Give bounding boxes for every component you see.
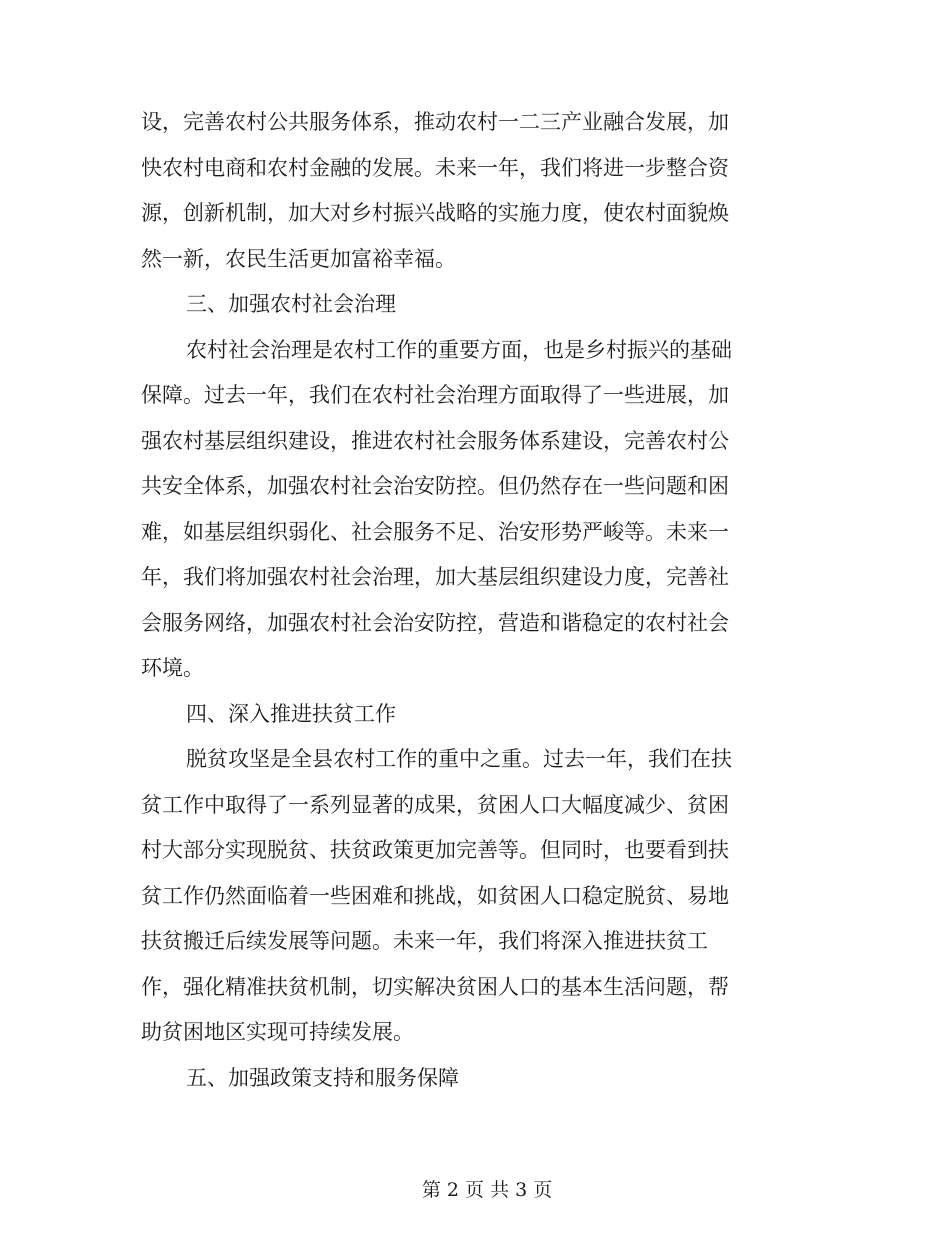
text-line: 助贫困地区实现可持续发展。 (141, 1020, 414, 1044)
paragraph-poverty-alleviation (141, 737, 813, 1056)
text-line: 会服务网络，加强农村社会治安防控，营造和谐稳定的农村社会 (141, 610, 729, 635)
page-footer (0, 1145, 950, 1235)
section-heading: 四、深入推进扶贫工作 (186, 701, 396, 726)
text-line: 源，创新机制，加大对乡村振兴战略的实施力度，使农村面貌焕 (141, 201, 729, 225)
section-heading-5 (141, 1056, 813, 1102)
paragraph-continuation (141, 100, 813, 282)
text-line: 村大部分实现脱贫、扶贫政策更加完善等。但同时，也要看到扶 (141, 838, 729, 862)
text-line: 年，我们将加强农村社会治理，加大基层组织建设力度，完善社 (141, 565, 729, 589)
text-line: 共安全体系，加强农村社会治安防控。但仍然存在一些问题和困 (141, 474, 729, 498)
text-line: 快农村电商和农村金融的发展。未来一年，我们将进一步整合资 (141, 155, 729, 180)
text-line: 然一新，农民生活更加富裕幸福。 (141, 246, 456, 271)
paragraph-social-governance (141, 328, 813, 692)
section-heading-3 (141, 282, 813, 328)
text-line: 贫工作中取得了一系列显著的成果，贫困人口大幅度减少、贫困 (141, 792, 729, 817)
text-line: 环境。 (141, 656, 204, 680)
document-body (141, 100, 813, 1101)
text-line: 脱贫攻坚是全县农村工作的重中之重。过去一年，我们在扶 (186, 747, 732, 771)
text-line: 贫工作仍然面临着一些困难和挑战，如贫困人口稳定脱贫、易地 (141, 883, 729, 908)
text-line: 作，强化精准扶贫机制，切实解决贫困人口的基本生活问题，帮 (141, 974, 729, 999)
text-line: 保障。过去一年，我们在农村社会治理方面取得了一些进展，加 (141, 383, 729, 407)
text-line: 农村社会治理是农村工作的重要方面，也是乡村振兴的基础 (186, 337, 732, 362)
section-heading: 三、加强农村社会治理 (186, 292, 396, 316)
page-number-label: 第 2 页 共 3 页 (421, 1179, 553, 1201)
text-line: 难，如基层组织弱化、社会服务不足、治安形势严峻等。未来一 (141, 519, 729, 544)
text-line: 扶贫搬迁后续发展等问题。未来一年，我们将深入推进扶贫工 (141, 929, 708, 953)
text-line: 设，完善农村公共服务体系，推动农村一二三产业融合发展，加 (141, 110, 729, 134)
section-heading: 五、加强政策支持和服务保障 (186, 1065, 459, 1090)
section-heading-4 (141, 692, 813, 738)
text-line: 强农村基层组织建设，推进农村社会服务体系建设，完善农村公 (141, 428, 729, 453)
